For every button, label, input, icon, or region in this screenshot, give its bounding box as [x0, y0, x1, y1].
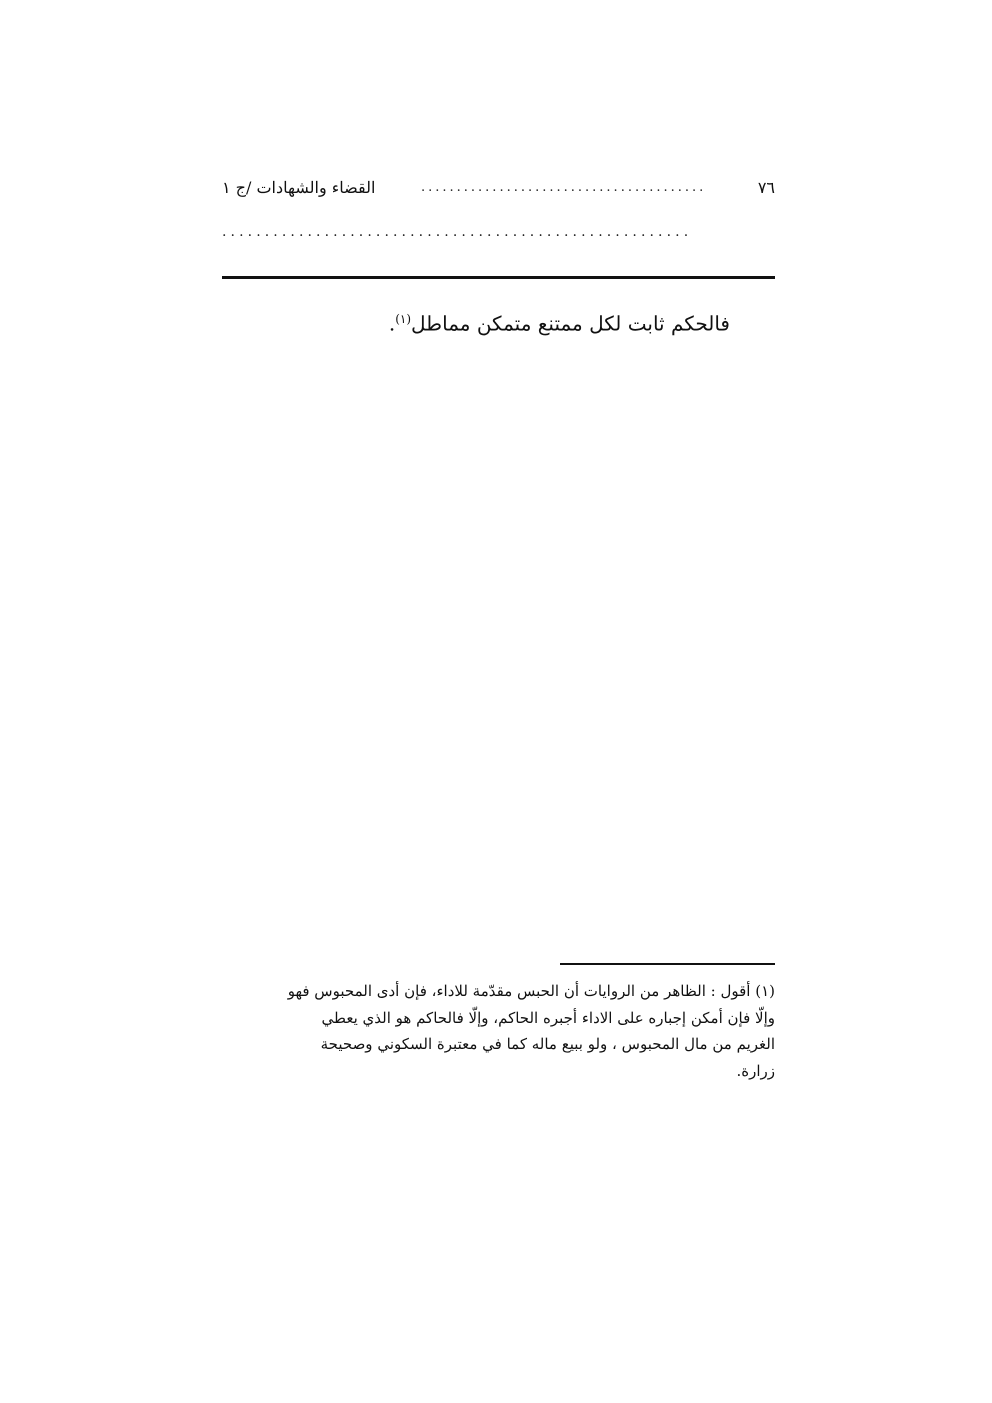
body-paragraph [222, 302, 730, 341]
dotted-separator: ....................................................... [222, 224, 693, 240]
header-rule [222, 276, 775, 279]
footnote-line: الغريم من مال المحبوس ، ولو ببيع ماله كما في معتبرة السكوني وصحيحة [320, 1035, 775, 1053]
page-number: ٧٦ [757, 177, 775, 197]
body-text: فالحكم ثابت لكل ممتنع متمكن مماطل [411, 311, 730, 336]
running-header [222, 172, 775, 202]
footnote-line: زرارة. [736, 1061, 775, 1080]
footnote [222, 978, 775, 1084]
body-tail: . [388, 311, 396, 336]
footnote-rule [560, 963, 775, 965]
footnote-reference: (١) [395, 312, 412, 326]
footnote-line: (١) أقول : الظاهر من الروايات أن الحبس مقدّمة للاداء، فإن أدى المحبوس فهو [287, 982, 775, 1000]
book-title: القضاء والشهادات /ج ١ [222, 177, 376, 197]
header-dot-leader: ........................................ [420, 179, 707, 195]
footnote-line: وإلّا فإن أمكن إجباره على الاداء أجبره الحاكم، وإلّا فالحاكم هو الذي يعطي [321, 1008, 775, 1027]
